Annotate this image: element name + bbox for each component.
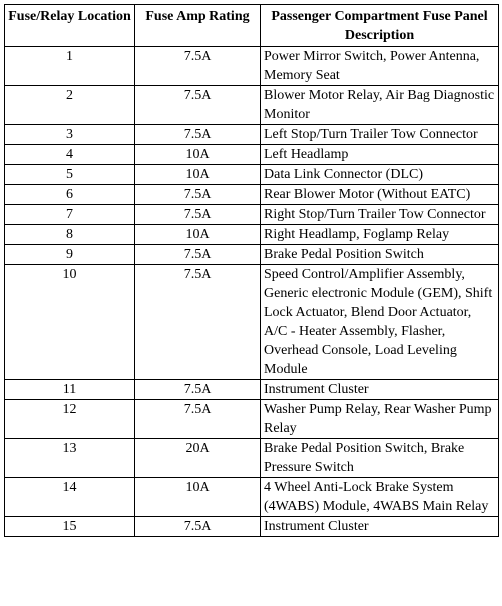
header-description: Passenger Compartment Fuse Panel Description bbox=[261, 5, 499, 47]
table-body bbox=[5, 47, 499, 537]
header-location: Fuse/Relay Location bbox=[5, 5, 135, 47]
cell-location: 10 bbox=[5, 265, 135, 380]
cell-rating: 7.5A bbox=[135, 47, 261, 86]
cell-location: 5 bbox=[5, 165, 135, 185]
cell-description: Instrument Cluster bbox=[261, 380, 499, 400]
table-row bbox=[5, 205, 499, 225]
cell-rating: 10A bbox=[135, 145, 261, 165]
cell-location: 13 bbox=[5, 439, 135, 478]
cell-rating: 7.5A bbox=[135, 265, 261, 380]
fuse-panel-table bbox=[4, 4, 499, 537]
cell-rating: 10A bbox=[135, 165, 261, 185]
cell-description: Data Link Connector (DLC) bbox=[261, 165, 499, 185]
cell-location: 12 bbox=[5, 400, 135, 439]
table-row bbox=[5, 265, 499, 380]
cell-rating: 10A bbox=[135, 225, 261, 245]
cell-description: Brake Pedal Position Switch, Brake Pressure Switch bbox=[261, 439, 499, 478]
cell-description: Right Stop/Turn Trailer Tow Connector bbox=[261, 205, 499, 225]
cell-rating: 20A bbox=[135, 439, 261, 478]
cell-description: Speed Control/Amplifier Assembly, Generic electronic Module (GEM), Shift Lock Actuator, Blend Door Actuator, A/C - Heater Assembly, Flasher, Overhead Console, Load Leveling Module bbox=[261, 265, 499, 380]
table-row bbox=[5, 400, 499, 439]
cell-rating: 7.5A bbox=[135, 380, 261, 400]
cell-location: 1 bbox=[5, 47, 135, 86]
cell-location: 8 bbox=[5, 225, 135, 245]
table-header bbox=[5, 5, 499, 47]
table-row bbox=[5, 185, 499, 205]
table-row bbox=[5, 245, 499, 265]
cell-rating: 7.5A bbox=[135, 517, 261, 537]
cell-location: 6 bbox=[5, 185, 135, 205]
cell-location: 4 bbox=[5, 145, 135, 165]
cell-location: 7 bbox=[5, 205, 135, 225]
cell-location: 15 bbox=[5, 517, 135, 537]
cell-description: Left Headlamp bbox=[261, 145, 499, 165]
table-row bbox=[5, 517, 499, 537]
table-row bbox=[5, 86, 499, 125]
header-row bbox=[5, 5, 499, 47]
table-row bbox=[5, 439, 499, 478]
cell-rating: 7.5A bbox=[135, 245, 261, 265]
cell-description: Instrument Cluster bbox=[261, 517, 499, 537]
cell-description: Washer Pump Relay, Rear Washer Pump Relay bbox=[261, 400, 499, 439]
table-row bbox=[5, 125, 499, 145]
table-row bbox=[5, 165, 499, 185]
cell-rating: 10A bbox=[135, 478, 261, 517]
table-row bbox=[5, 478, 499, 517]
cell-rating: 7.5A bbox=[135, 185, 261, 205]
cell-rating: 7.5A bbox=[135, 125, 261, 145]
cell-description: Brake Pedal Position Switch bbox=[261, 245, 499, 265]
header-rating: Fuse Amp Rating bbox=[135, 5, 261, 47]
table-row bbox=[5, 47, 499, 86]
cell-location: 9 bbox=[5, 245, 135, 265]
cell-description: Rear Blower Motor (Without EATC) bbox=[261, 185, 499, 205]
cell-location: 2 bbox=[5, 86, 135, 125]
cell-location: 14 bbox=[5, 478, 135, 517]
cell-rating: 7.5A bbox=[135, 205, 261, 225]
cell-description: Blower Motor Relay, Air Bag Diagnostic Monitor bbox=[261, 86, 499, 125]
cell-rating: 7.5A bbox=[135, 400, 261, 439]
cell-description: Power Mirror Switch, Power Antenna, Memory Seat bbox=[261, 47, 499, 86]
cell-location: 11 bbox=[5, 380, 135, 400]
cell-description: Right Headlamp, Foglamp Relay bbox=[261, 225, 499, 245]
cell-rating: 7.5A bbox=[135, 86, 261, 125]
table-row bbox=[5, 145, 499, 165]
cell-description: 4 Wheel Anti-Lock Brake System (4WABS) Module, 4WABS Main Relay bbox=[261, 478, 499, 517]
cell-description: Left Stop/Turn Trailer Tow Connector bbox=[261, 125, 499, 145]
cell-location: 3 bbox=[5, 125, 135, 145]
table-row bbox=[5, 225, 499, 245]
table-row bbox=[5, 380, 499, 400]
